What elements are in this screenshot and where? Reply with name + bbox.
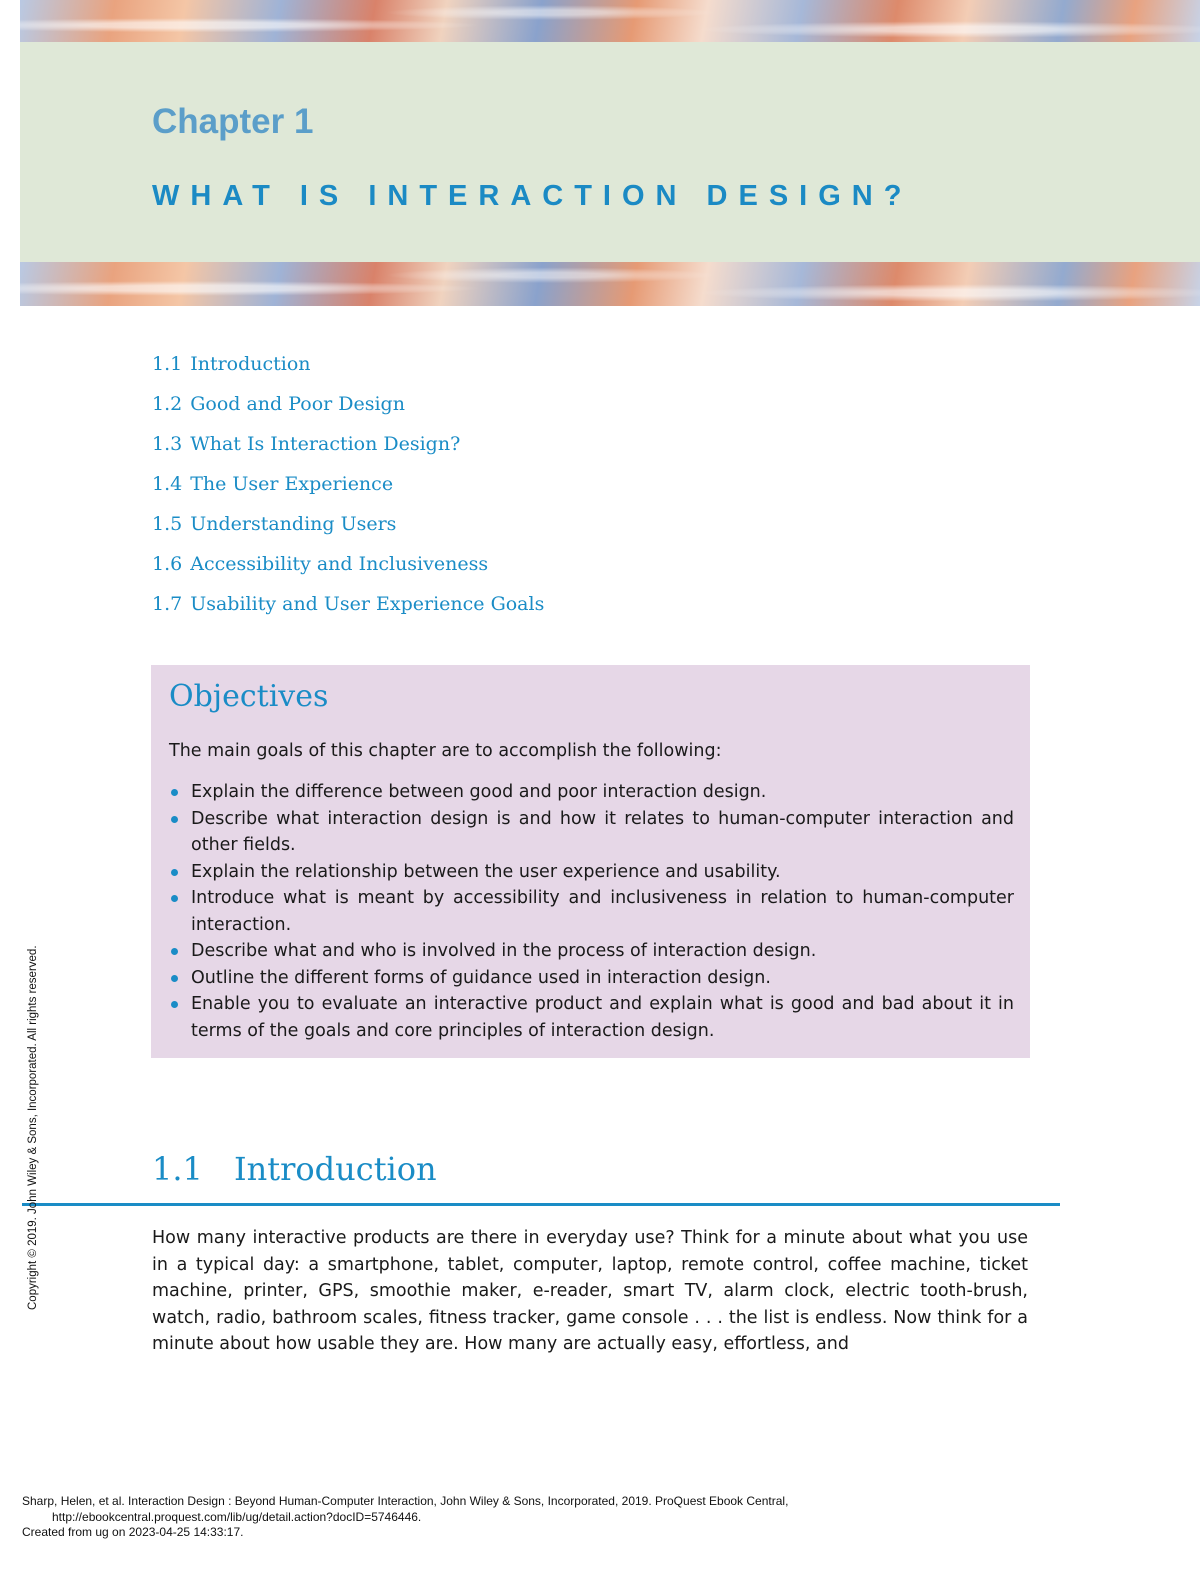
decorative-banner-bottom bbox=[20, 262, 1200, 306]
objectives-list bbox=[169, 779, 1014, 1044]
objective-item bbox=[169, 885, 1014, 938]
citation-line: Sharp, Helen, et al. Interaction Design : Beyond Human-Computer Interaction, John Wiley & Sons, Incorporated, 2019. ProQuest Ebook Central, bbox=[22, 1494, 789, 1508]
citation-footer bbox=[22, 1494, 788, 1541]
toc-item-number: 1.5 bbox=[152, 513, 183, 535]
section-body: How many interactive products are there in everyday use? Think for a minute about what you use in a typical day: a smartphone, tablet, computer, laptop, remote control, coffee machine, ticket machine, printer, GPS, smoothie maker, e-reader, smart TV, alarm clock, electric tooth-brush, watch, radio, bathroom scales, fitness tracker, game console . . . the list is endless. Now think for a minute about how usable they are. How many are actually easy, effortless, and bbox=[152, 1228, 1028, 1355]
toc-item-number: 1.1 bbox=[152, 353, 183, 375]
objectives-box bbox=[151, 665, 1030, 1058]
toc-item-title: Understanding Users bbox=[190, 513, 397, 535]
objective-text: Explain the relationship between the user experience and usability. bbox=[191, 861, 781, 882]
chapter-label: Chapter 1 bbox=[152, 102, 314, 141]
objective-item bbox=[169, 965, 1014, 992]
section-heading bbox=[152, 1150, 437, 1188]
citation-link[interactable]: http://ebookcentral.proquest.com/lib/ug/detail.action?docID=5746446. bbox=[52, 1509, 422, 1524]
objective-text: Describe what interaction design is and how it relates to human-computer interaction and other fields. bbox=[191, 808, 1014, 855]
toc-item-number: 1.6 bbox=[152, 553, 183, 575]
objective-text: Outline the different forms of guidance used in interaction design. bbox=[191, 967, 771, 988]
toc-item[interactable] bbox=[152, 390, 544, 430]
bullet-icon bbox=[171, 948, 178, 955]
toc-item-title: Introduction bbox=[190, 353, 311, 375]
objective-text: Describe what and who is involved in the process of interaction design. bbox=[191, 941, 817, 961]
toc-item-title: The User Experience bbox=[190, 473, 394, 495]
toc-item-title: Good and Poor Design bbox=[190, 393, 405, 415]
objective-text: Enable you to evaluate an interactive product and explain what is good and bad about it in terms of the goals and core principles of interaction design. bbox=[191, 994, 1014, 1041]
copyright-notice: Copyright © 2019. John Wiley & Sons, Incorporated. All rights reserved. bbox=[27, 945, 39, 1310]
toc-item[interactable] bbox=[152, 430, 544, 470]
section-number: 1.1 bbox=[152, 1150, 203, 1188]
chapter-contents bbox=[152, 350, 544, 630]
toc-item[interactable] bbox=[152, 510, 544, 550]
bullet-icon bbox=[171, 789, 178, 796]
chapter-title: WHAT IS INTERACTION DESIGN? bbox=[152, 180, 913, 212]
bullet-icon bbox=[171, 816, 178, 823]
objectives-intro: The main goals of this chapter are to accomplish the following: bbox=[169, 741, 722, 761]
section-title: Introduction bbox=[234, 1150, 437, 1188]
toc-item-title: What Is Interaction Design? bbox=[190, 433, 461, 455]
toc-item[interactable] bbox=[152, 350, 544, 390]
toc-item-number: 1.4 bbox=[152, 473, 183, 495]
objectives-heading: Objectives bbox=[169, 679, 329, 714]
toc-item[interactable] bbox=[152, 470, 544, 510]
bullet-icon bbox=[171, 1001, 178, 1008]
citation-created: Created from ug on 2023-04-25 14:33:17. bbox=[22, 1525, 244, 1539]
bullet-icon bbox=[171, 895, 178, 902]
toc-item-number: 1.7 bbox=[152, 593, 183, 615]
toc-item[interactable] bbox=[152, 550, 544, 590]
toc-item-number: 1.3 bbox=[152, 433, 183, 455]
bullet-icon bbox=[171, 975, 178, 982]
objective-item bbox=[169, 859, 1014, 886]
objective-text: Introduce what is meant by accessibility and inclusiveness in relation to human-computer interaction. bbox=[191, 888, 1014, 935]
objective-item bbox=[169, 991, 1014, 1044]
objective-item bbox=[169, 938, 1014, 965]
objective-item bbox=[169, 779, 1014, 806]
toc-item[interactable] bbox=[152, 590, 544, 630]
objective-item bbox=[169, 806, 1014, 859]
decorative-banner-top bbox=[20, 0, 1200, 42]
toc-item-number: 1.2 bbox=[152, 393, 183, 415]
toc-item-title: Usability and User Experience Goals bbox=[190, 593, 545, 615]
section-divider bbox=[22, 1203, 1060, 1206]
chapter-header-band bbox=[20, 42, 1200, 262]
objective-text: Explain the difference between good and poor interaction design. bbox=[191, 782, 767, 802]
toc-item-title: Accessibility and Inclusiveness bbox=[190, 553, 489, 575]
bullet-icon bbox=[171, 869, 178, 876]
